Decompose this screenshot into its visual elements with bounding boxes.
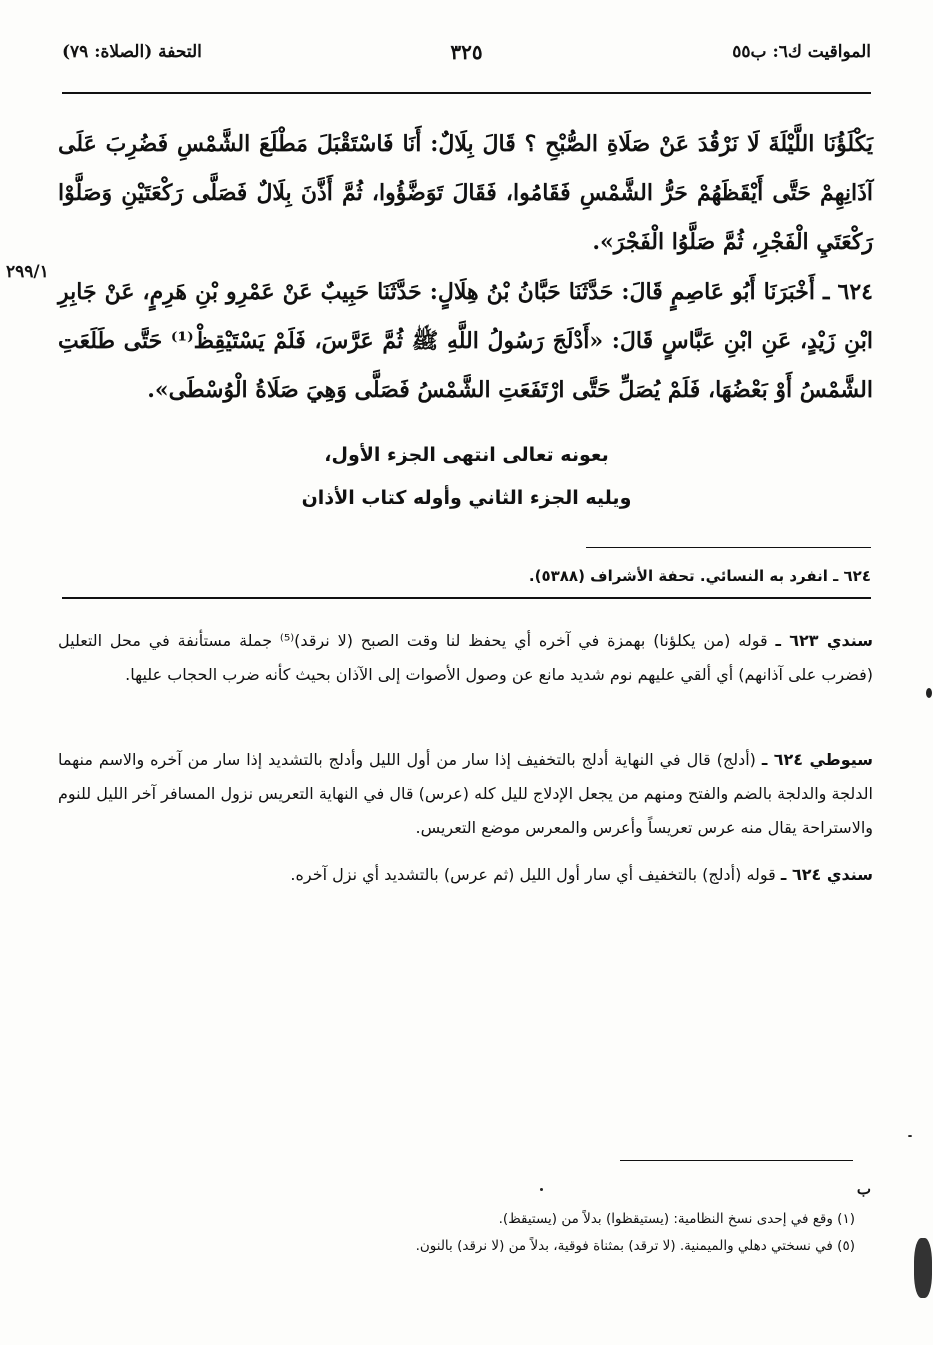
takhrij-separator <box>586 547 871 548</box>
commentary-text: قوله (أدلج) بالتخفيف أي سار أول الليل (ثم عرس) بالتشديد أي نزل آخره. <box>290 865 776 884</box>
scan-speck <box>540 1188 543 1191</box>
hadith-624-text: ٦٢٤ ـ أَخْبَرَنَا أَبُو عَاصِمٍ قَالَ: حَدَّثَنَا حَبَّانُ بْنُ هِلَالٍ: حَدَّثَنَا حَبِيبٌ عَنْ عَمْرِو بْنِ هَرِمٍ، عَنْ جَابِرِ ابْنِ زَيْدٍ، عَنِ ابْنِ عَبَّاسٍ قَالَ: «أَدْلَجَ رَسُولُ اللَّهِ ﷺ ثُمَّ عَرَّسَ، فَلَمْ يَسْتَيْقِظْ⁽¹⁾ حَتَّى طَلَعَتِ الشَّمْسُ أَوْ بَعْضُهَا، فَلَمْ يُصَلِّ حَتَّى ارْتَفَعَتِ الشَّمْسُ فَصَلَّى وَهِيَ صَلَاةُ الْوُسْطَى». <box>58 279 873 403</box>
scan-smudge <box>914 1238 932 1298</box>
closing-line-1: بعونه تعالى انتهى الجزء الأول، <box>324 444 609 466</box>
scan-speck <box>908 1135 912 1137</box>
commentary-label: سيوطي ٦٢٤ ـ <box>761 750 873 769</box>
commentary-rule <box>62 597 871 599</box>
takhrij-note: ٦٢٤ ـ انفرد به النسائي. تحفة الأشراف (٥٣٨٨). <box>528 567 871 585</box>
marginal-reference: ٢٩٩/١ <box>6 262 49 282</box>
footnote-5: (٥) في نسختي دهلي والميمنية. (لا ترقد) بمثناة فوقية، بدلاً من (لا نرقد) بالنون. <box>415 1238 855 1254</box>
footnote-separator <box>620 1160 853 1161</box>
closing-line-2: ويليه الجزء الثاني وأوله كتاب الأذان <box>301 487 632 509</box>
commentary-sindi-624 <box>58 858 873 892</box>
commentary-text: (أدلج) قال في النهاية أدلج بالتخفيف إذا سار من أول الليل وأدلج بالتشديد إذا سار من آخره والاسم منهما الدلجة والدلجة بالضم والفتح ومنهم من يجعل الإدلاج لليل كله (عرس) قال في النهاية التعريس نزول المسافر آخر الليل للنوم والاستراحة يقال منه عرس تعريساً وأعرس والمعرس موضع التعريس. <box>58 750 873 837</box>
running-header-right: المواقيت ك٦: ب٥٥ <box>732 42 871 62</box>
page-number: ٣٢٥ <box>450 40 483 64</box>
commentary-suyuti-624 <box>58 743 873 845</box>
footnote-1: (١) وقع في إحدى نسخ النظامية: (يستيقظوا) بدلاً من (يستيقظ). <box>498 1211 855 1227</box>
footnote-symbol: ب <box>856 1180 871 1198</box>
header-rule <box>62 92 871 94</box>
scan-speck <box>926 688 932 698</box>
commentary-sindi-623 <box>58 624 873 692</box>
commentary-label: سندي ٦٢٤ ـ <box>780 865 873 884</box>
commentary-text: قوله (من يكلؤنا) بهمزة في آخره أي يحفظ لنا وقت الصبح (لا نرقد)⁽⁵⁾ جملة مستأنفة في محل التعليل (فضرب على آذانهم) أي ألقي عليهم نوم شديد مانع عن وصول الأصوات إلى الآذان بحيث كأنه ضرب الحجاب عليها. <box>58 631 873 684</box>
running-header-left: التحفة (الصلاة: ٧٩) <box>62 42 202 62</box>
hadith-text-continuation: يَكْلَؤُنَا اللَّيْلَةَ لَا نَرْقُدَ عَنْ صَلَاةِ الصُّبْحِ ؟ قَالَ بِلَالٌ: أَنَا فَاسْتَقْبَلَ مَطْلَعَ الشَّمْسِ فَضُرِبَ عَلَى آذَانِهِمْ حَتَّى أَيْقَظَهُمْ حَرُّ الشَّمْسِ فَقَامُوا، فَقَالَ تَوَضَّؤُوا، ثُمَّ أَذَّنَ بِلَالٌ فَصَلَّى رَكْعَتَيْنِ وَصَلَّوْا رَكْعَتَيِ الْفَجْرِ، ثُمَّ صَلَّوُا الْفَجْرَ». <box>58 131 873 255</box>
commentary-label: سندي ٦٢٣ ـ <box>775 631 873 650</box>
